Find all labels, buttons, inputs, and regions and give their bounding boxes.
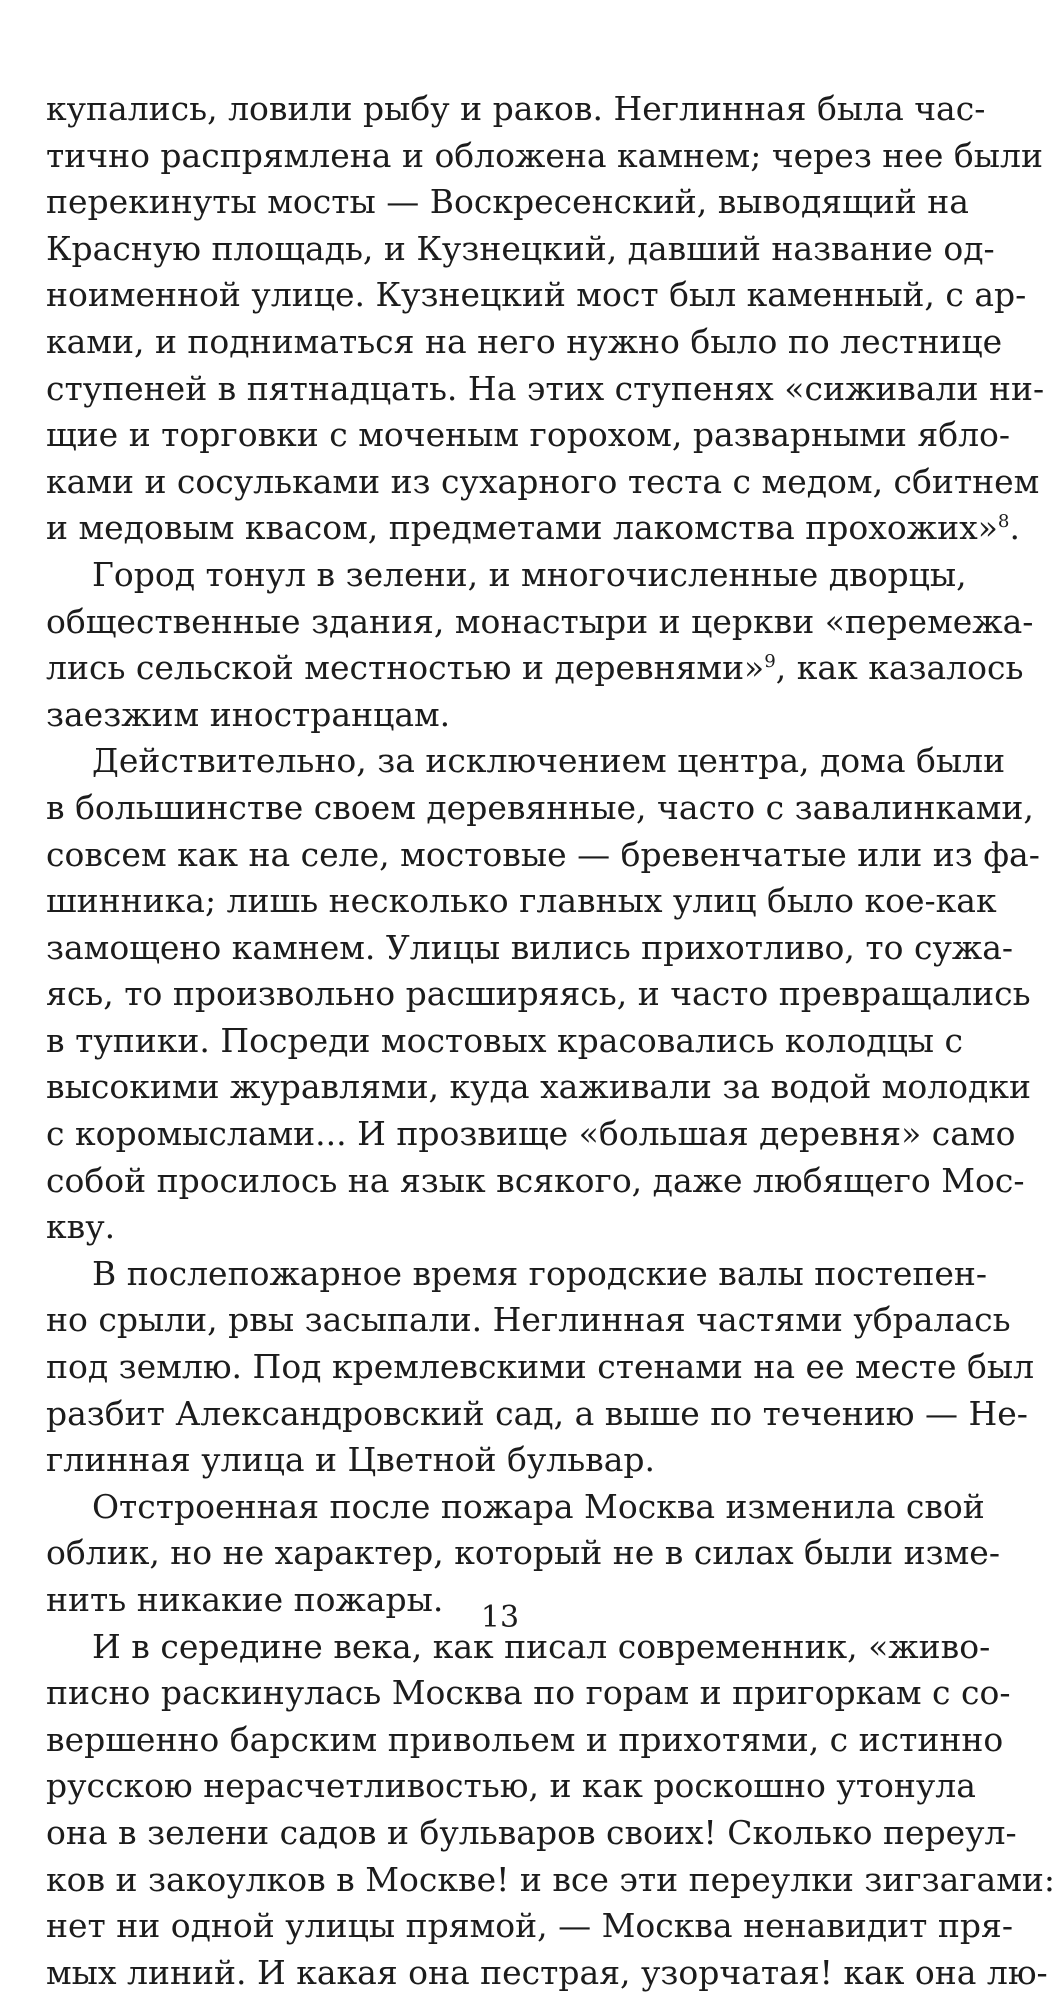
text-line: перекинуты мосты — Воскресенский, выводящий на [46, 182, 969, 222]
footnote-marker: 8 [997, 511, 1010, 533]
text-line: ясь, то произвольно расширяясь, и часто превращались [46, 974, 1031, 1014]
text-line: ками и сосульками из сухарного теста с медом, сбитнем [46, 461, 1040, 501]
text-line: с коромыслами... И прозвище «большая деревня» само [46, 1114, 1016, 1154]
text-line: общественные здания, монастыри и церкви «перемежа- [46, 601, 1034, 641]
text-line: нет ни одной улицы прямой, — Москва ненавидит пря- [46, 1906, 1013, 1946]
text-line: глинная улица и Цветной бульвар. [46, 1440, 656, 1480]
text-line: в тупики. Посреди мостовых красовались колодцы с [46, 1020, 964, 1060]
text-line: замощено камнем. Улицы вились прихотливо, то сужа- [46, 927, 1014, 967]
paragraph [46, 1624, 1055, 1996]
paragraph [46, 86, 1045, 552]
page-body [46, 86, 1055, 1996]
text-line: тично распрямлена и обложена камнем; через нее были [46, 135, 1043, 175]
text-fragment: , как казалось [775, 648, 1024, 688]
text-line: шинника; лишь несколько главных улиц было кое-как [46, 881, 997, 921]
text-fragment: и медовым квасом, предметами лакомства прохожих» [46, 508, 998, 548]
text-line: ноименной улице. Кузнецкий мост был каменный, с ар- [46, 275, 1027, 315]
page-number: 13 [480, 1600, 520, 1635]
text-line: но срыли, рвы засыпали. Неглинная частями убралась [46, 1300, 1011, 1340]
text-line: ками, и подниматься на него нужно было по лестнице [46, 321, 1003, 361]
text-line: она в зелени садов и бульваров своих! Сколько переул- [46, 1812, 1017, 1852]
text-line: Действительно, за исключением центра, дома были [92, 741, 1006, 781]
text-line [46, 645, 1024, 692]
text-line: ков и закоулков в Москве! и все эти переулки зигзагами: [46, 1859, 1055, 1899]
text-line: ступеней в пятнадцать. На этих ступенях «сиживали ни- [46, 368, 1045, 408]
text-line: разбит Александровский сад, а выше по течению — Не- [46, 1393, 1028, 1433]
text-fragment: лись сельской местностью и деревнями» [46, 648, 765, 688]
text-line: В послепожарное время городские валы постепен- [92, 1253, 988, 1293]
text-line: заезжим иностранцам. [46, 694, 451, 734]
paragraph [46, 1251, 1035, 1484]
text-line: под землю. Под кремлевскими стенами на ее месте был [46, 1347, 1035, 1387]
text-line: русскою нерасчетливостью, и как роскошно утонула [46, 1766, 976, 1806]
text-line: в большинстве своем деревянные, часто с завалинками, [46, 787, 1034, 827]
text-line: писно раскинулась Москва по горам и пригоркам с со- [46, 1673, 1011, 1713]
text-line: нить никакие пожары. [46, 1580, 444, 1619]
text-line: и медовым квасом, предметами лакомства прохожих»$^8$. [46, 508, 1020, 548]
paragraph [46, 738, 1040, 1251]
text-line: Красную площадь, и Кузнецкий, давший название од- [46, 228, 995, 268]
text-line: собой просилось на язык всякого, даже любящего Мос- [46, 1160, 1025, 1200]
text-line: И в середине века, как писал современник, «живо- [92, 1626, 991, 1666]
text-line: вершенно барским привольем и прихотями, с истинно [46, 1719, 1004, 1759]
text-line: кву. [46, 1207, 116, 1247]
text-line: облик, но не характер, который не в силах были изме- [46, 1533, 1000, 1573]
footnote-marker: 9 [764, 651, 776, 673]
text-line: высокими журавлями, куда хаживали за водой молодки [46, 1067, 1031, 1107]
text-line: купались, ловили рыбу и раков. Неглинная была час- [46, 89, 986, 128]
text-line: Отстроенная после пожара Москва изменила свой [92, 1486, 985, 1526]
text-line: совсем как на селе, мостовые — бревенчатые или из фа- [46, 834, 1040, 874]
text-line: щие и торговки с моченым горохом, разварными ябло- [46, 415, 1011, 455]
text-line: Город тонул в зелени, и многочисленные дворцы, [92, 554, 967, 594]
paragraph [46, 552, 1034, 738]
text-line: мых линий. И какая она пестрая, узорчатая! как она лю- [46, 1952, 1048, 1992]
